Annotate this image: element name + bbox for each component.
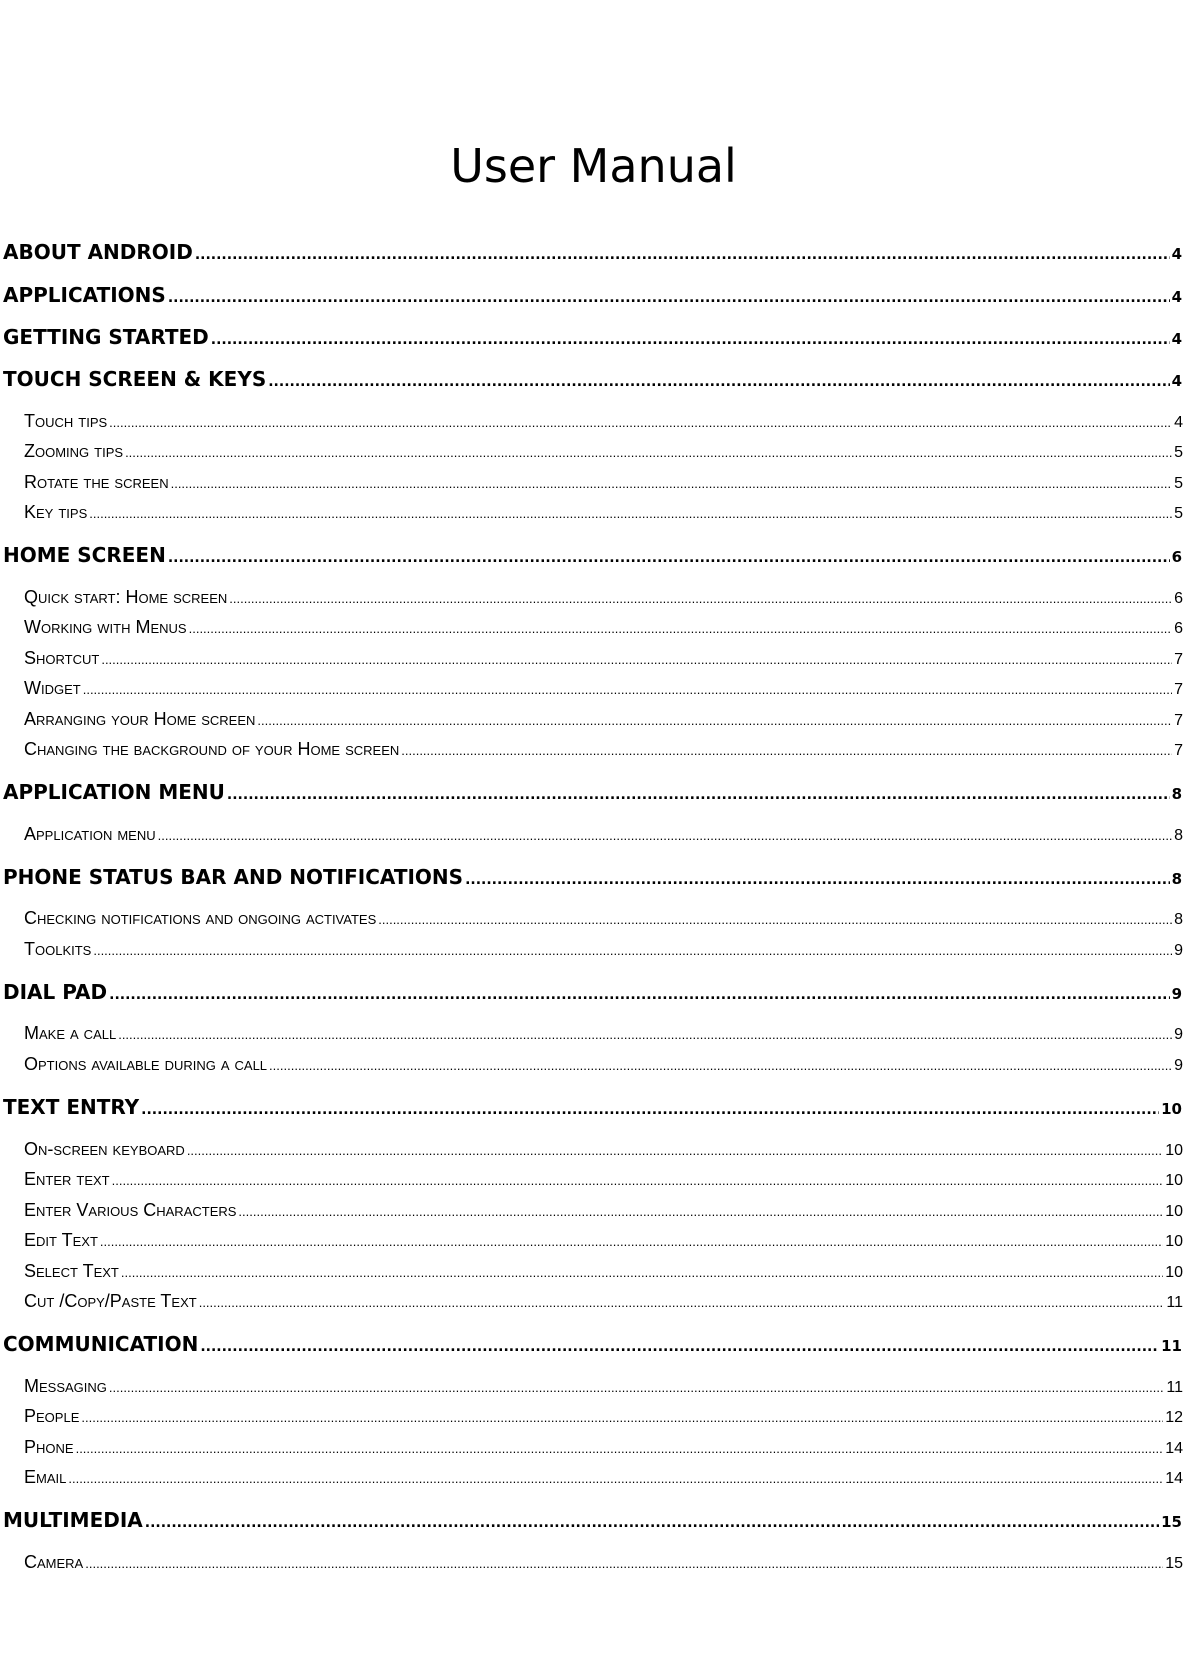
toc-subentry[interactable] — [24, 410, 1183, 434]
toc-subentry[interactable] — [24, 738, 1183, 762]
toc-subentry[interactable] — [24, 616, 1183, 640]
toc-heading-entry[interactable] — [3, 980, 1182, 1007]
toc-dot-leader — [200, 1335, 1159, 1359]
toc-entry-label: Enter text — [24, 1169, 110, 1189]
toc-page-number: 7 — [1174, 712, 1183, 729]
toc-entry-label: Shortcut — [24, 648, 100, 668]
toc-entry-label: COMMUNICATION — [3, 1332, 199, 1356]
toc-heading-entry[interactable] — [3, 240, 1182, 267]
toc-dot-leader — [401, 740, 1172, 762]
toc-entry-label: PHONE STATUS BAR AND NOTIFICATIONS — [3, 865, 464, 889]
toc-subentry[interactable] — [24, 440, 1183, 464]
toc-heading-entry[interactable] — [3, 283, 1182, 310]
toc-subentry[interactable] — [24, 708, 1183, 732]
toc-dot-leader — [187, 1140, 1163, 1162]
toc-page-number: 6 — [1174, 620, 1183, 637]
toc-page-number: 9 — [1174, 1026, 1183, 1043]
toc-subentry[interactable] — [24, 471, 1183, 495]
toc-page-number: 10 — [1161, 1100, 1182, 1118]
toc-dot-leader — [118, 1024, 1172, 1046]
toc-entry-label: DIAL PAD — [3, 980, 108, 1004]
toc-dot-leader — [109, 1377, 1164, 1399]
toc-dot-leader — [195, 243, 1170, 267]
toc-page-number: 11 — [1166, 1294, 1183, 1311]
toc-subentry[interactable] — [24, 1168, 1183, 1192]
toc-dot-leader — [378, 909, 1172, 931]
toc-entry-label: Email — [24, 1467, 67, 1487]
toc-entry-label: On-screen keyboard — [24, 1139, 185, 1159]
toc-page-number: 4 — [1171, 245, 1182, 263]
toc-dot-leader — [199, 1292, 1165, 1314]
toc-subentry[interactable] — [24, 677, 1183, 701]
toc-entry-label: Select Text — [24, 1261, 119, 1281]
toc-entry-label: Edit Text — [24, 1230, 98, 1250]
toc-dot-leader — [227, 783, 1170, 807]
toc-page-number: 4 — [1171, 288, 1182, 306]
toc-page-number: 8 — [1171, 870, 1182, 888]
toc-page-number: 12 — [1165, 1409, 1183, 1426]
toc-page-number: 4 — [1174, 414, 1183, 431]
toc-entry-label: MULTIMEDIA — [3, 1508, 143, 1532]
toc-subentry[interactable] — [24, 501, 1183, 525]
toc-page-number: 5 — [1174, 475, 1183, 492]
toc-entry-label: Application menu — [24, 824, 156, 844]
toc-subentry[interactable] — [24, 1551, 1183, 1575]
toc-dot-leader — [125, 442, 1172, 464]
toc-subentry[interactable] — [24, 1022, 1183, 1046]
toc-dot-leader — [238, 1201, 1163, 1223]
toc-subentry[interactable] — [24, 1138, 1183, 1162]
toc-dot-leader — [171, 473, 1173, 495]
toc-dot-leader — [269, 1055, 1172, 1077]
toc-entry-label: Key tips — [24, 502, 88, 522]
toc-page-number: 10 — [1165, 1264, 1183, 1281]
toc-entry-label: Make a call — [24, 1023, 117, 1043]
toc-entry-label: HOME SCREEN — [3, 543, 166, 567]
toc-heading-entry[interactable] — [3, 325, 1182, 352]
toc-page-number: 5 — [1174, 444, 1183, 461]
toc-page-number: 15 — [1165, 1555, 1183, 1572]
toc-entry-label: Checking notifications and ongoing activates — [24, 908, 377, 928]
toc-page-number: 14 — [1165, 1440, 1183, 1457]
toc-entry-label: Working with Menus — [24, 617, 187, 637]
toc-entry-label: Changing the background of your Home screen — [24, 739, 400, 759]
toc-subentry[interactable] — [24, 1436, 1183, 1460]
toc-page-number: 9 — [1174, 942, 1183, 959]
toc-heading-entry[interactable] — [3, 1508, 1182, 1535]
toc-entry-label: Cut /Copy/Paste Text — [24, 1291, 197, 1311]
toc-dot-leader — [100, 1231, 1163, 1253]
toc-dot-leader — [83, 679, 1172, 701]
toc-heading-entry[interactable] — [3, 865, 1182, 892]
toc-page-number: 9 — [1171, 985, 1182, 1003]
toc-entry-label: Widget — [24, 678, 81, 698]
toc-heading-entry[interactable] — [3, 1332, 1182, 1359]
toc-dot-leader — [109, 983, 1169, 1007]
toc-subentry[interactable] — [24, 1260, 1183, 1284]
toc-entry-label: Toolkits — [24, 939, 92, 959]
toc-dot-leader — [168, 286, 1170, 310]
toc-page-number: 4 — [1171, 330, 1182, 348]
toc-dot-leader — [81, 1407, 1163, 1429]
toc-subentry[interactable] — [24, 586, 1183, 610]
toc-page-number: 14 — [1165, 1470, 1183, 1487]
toc-dot-leader — [158, 825, 1172, 847]
toc-entry-label: People — [24, 1406, 80, 1426]
toc-subentry[interactable] — [24, 823, 1183, 847]
toc-dot-leader — [76, 1438, 1164, 1460]
toc-page-number: 9 — [1174, 1057, 1183, 1074]
toc-page-number: 10 — [1165, 1142, 1183, 1159]
toc-dot-leader — [211, 328, 1170, 352]
toc-subentry[interactable] — [24, 1375, 1183, 1399]
toc-entry-label: Messaging — [24, 1376, 107, 1396]
toc-page-number: 8 — [1174, 911, 1183, 928]
toc-page-number: 11 — [1161, 1337, 1182, 1355]
toc-heading-entry[interactable] — [3, 780, 1182, 807]
toc-dot-leader — [189, 618, 1172, 640]
toc-entry-label: Touch tips — [24, 411, 108, 431]
toc-subentry[interactable] — [24, 1290, 1183, 1314]
toc-page-number: 6 — [1171, 548, 1182, 566]
toc-page-number: 6 — [1174, 590, 1183, 607]
toc-page-number: 10 — [1165, 1233, 1183, 1250]
toc-subentry[interactable] — [24, 647, 1183, 671]
toc-dot-leader — [68, 1468, 1163, 1490]
toc-dot-leader — [141, 1098, 1159, 1122]
toc-subentry[interactable] — [24, 938, 1183, 962]
toc-entry-label: Options available during a call — [24, 1054, 268, 1074]
toc-dot-leader — [168, 546, 1170, 570]
document-title: User Manual — [450, 139, 737, 193]
toc-dot-leader — [145, 1511, 1159, 1535]
toc-entry-label: GETTING STARTED — [3, 325, 209, 349]
toc-entry-label: Phone — [24, 1437, 74, 1457]
toc-page-number: 7 — [1174, 651, 1183, 668]
toc-page-number: 8 — [1174, 827, 1183, 844]
toc-page-number: 7 — [1174, 742, 1183, 759]
toc-heading-entry[interactable] — [3, 543, 1182, 570]
toc-dot-leader — [229, 588, 1172, 610]
toc-entry-label: Rotate the screen — [24, 472, 169, 492]
toc-entry-label: ABOUT ANDROID — [3, 240, 193, 264]
toc-entry-label: TOUCH SCREEN & KEYS — [3, 367, 267, 391]
toc-entry-label: Zooming tips — [24, 441, 124, 461]
toc-page-number: 7 — [1174, 681, 1183, 698]
toc-entry-label: TEXT ENTRY — [3, 1095, 140, 1119]
toc-heading-entry[interactable] — [3, 1095, 1182, 1122]
toc-dot-leader — [109, 412, 1172, 434]
toc-heading-entry[interactable] — [3, 367, 1182, 394]
toc-entry-label: Camera — [24, 1552, 84, 1572]
toc-page-number: 10 — [1165, 1203, 1183, 1220]
toc-subentry[interactable] — [24, 1053, 1183, 1077]
toc-dot-leader — [93, 940, 1172, 962]
toc-entry-label: Quick start: Home screen — [24, 587, 228, 607]
toc-entry-label: APPLICATIONS — [3, 283, 166, 307]
toc-page-number: 15 — [1161, 1513, 1182, 1531]
toc-dot-leader — [89, 503, 1172, 525]
toc-page-number: 4 — [1171, 372, 1182, 390]
toc-dot-leader — [85, 1553, 1163, 1575]
toc-entry-label: Enter Various Characters — [24, 1200, 237, 1220]
toc-subentry[interactable] — [24, 1405, 1183, 1429]
toc-subentry[interactable] — [24, 1466, 1183, 1490]
toc-entry-label: APPLICATION MENU — [3, 780, 225, 804]
toc-dot-leader — [257, 710, 1172, 732]
toc-dot-leader — [101, 649, 1172, 671]
toc-dot-leader — [465, 868, 1170, 892]
toc-page-number: 5 — [1174, 505, 1183, 522]
toc-dot-leader — [112, 1170, 1164, 1192]
toc-page-number: 8 — [1171, 785, 1182, 803]
toc-subentry[interactable] — [24, 1199, 1183, 1223]
toc-subentry[interactable] — [24, 907, 1183, 931]
toc-page-number: 11 — [1166, 1379, 1183, 1396]
toc-subentry[interactable] — [24, 1229, 1183, 1253]
toc-dot-leader — [121, 1262, 1163, 1284]
toc-entry-label: Arranging your Home screen — [24, 709, 256, 729]
toc-dot-leader — [268, 370, 1169, 394]
toc-page-number: 10 — [1165, 1172, 1183, 1189]
